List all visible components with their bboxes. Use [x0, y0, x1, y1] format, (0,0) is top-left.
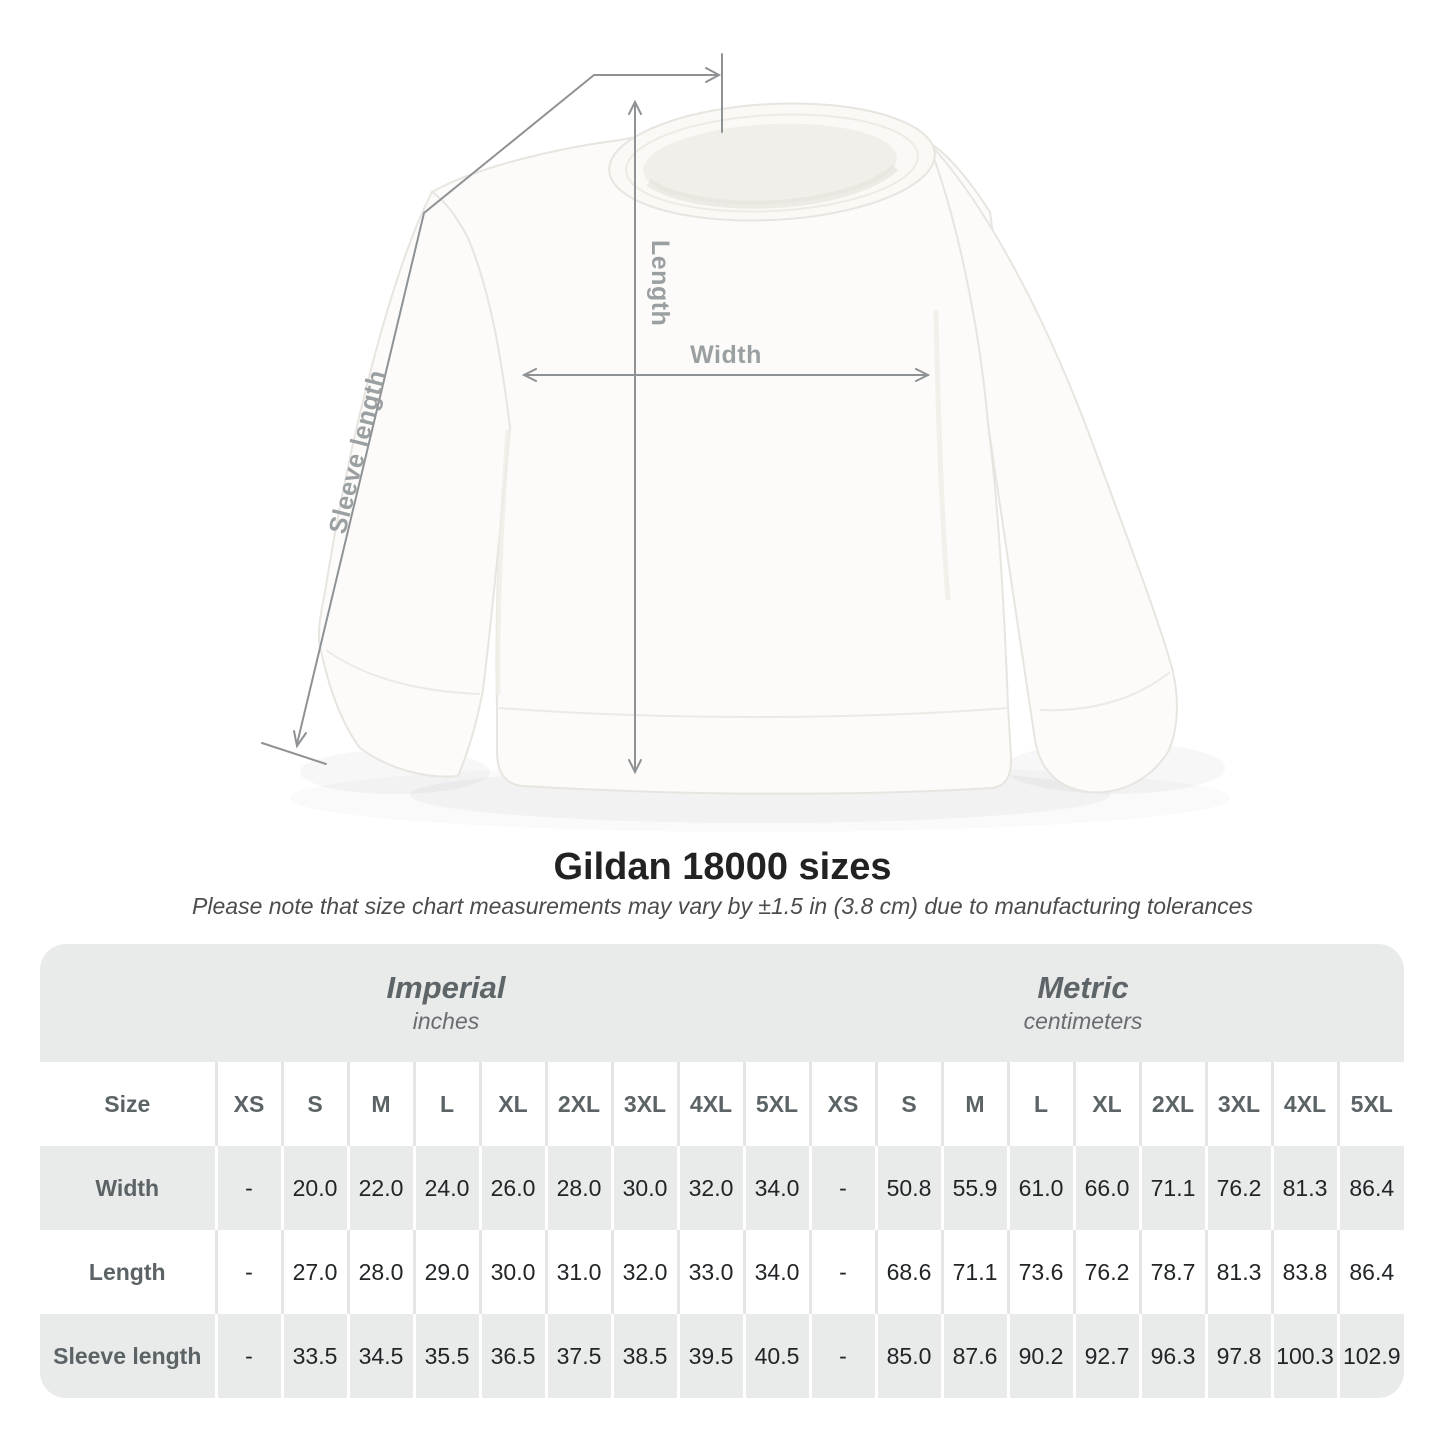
measurement-value: 100.3	[1272, 1314, 1338, 1398]
measurement-value: 36.5	[480, 1314, 546, 1398]
measurement-row-label: Sleeve length	[53, 1342, 202, 1369]
measurement-value: 32.0	[678, 1146, 744, 1230]
tolerance-note: Please note that size chart measurements may vary by ±1.5 in (3.8 cm) due to manufacturing tolerances	[192, 893, 1253, 919]
length-dimension-label: Length	[646, 240, 674, 327]
measurement-value: 33.5	[282, 1314, 348, 1398]
measurement-value: 68.6	[876, 1230, 942, 1314]
measurement-value: 81.3	[1206, 1230, 1272, 1314]
size-corner-header: Size	[104, 1090, 151, 1117]
sleeve-length-dimension-label: Sleeve length	[323, 367, 392, 537]
imperial-unit-label: inches	[412, 1008, 480, 1035]
size-column-header: 2XL	[546, 1062, 612, 1146]
measurement-value: 29.0	[414, 1230, 480, 1314]
measurement-value: 27.0	[282, 1230, 348, 1314]
measurement-value: 34.0	[744, 1146, 810, 1230]
measurement-value: 61.0	[1008, 1146, 1074, 1230]
measurement-value: 90.2	[1008, 1314, 1074, 1398]
size-column-header: S	[876, 1062, 942, 1146]
measurement-value: 87.6	[942, 1314, 1008, 1398]
measurement-value: 28.0	[348, 1230, 414, 1314]
measurement-value: 86.4	[1338, 1230, 1404, 1314]
metric-label: Metric	[1037, 969, 1129, 1005]
size-column-header: M	[348, 1062, 414, 1146]
cuff-tick	[262, 743, 326, 764]
size-column-header: M	[942, 1062, 1008, 1146]
measurement-value: 31.0	[546, 1230, 612, 1314]
measurement-value: 40.5	[744, 1314, 810, 1398]
measurement-value: 33.0	[678, 1230, 744, 1314]
page-title: Gildan 18000 sizes	[553, 846, 892, 888]
measurement-value: 30.0	[612, 1146, 678, 1230]
size-table	[40, 944, 1404, 1398]
measurement-value: 66.0	[1074, 1146, 1140, 1230]
measurement-value: 83.8	[1272, 1230, 1338, 1314]
measurement-value: 78.7	[1140, 1230, 1206, 1314]
sweatshirt-body	[319, 130, 1177, 794]
measurement-value: 50.8	[876, 1146, 942, 1230]
measurement-value: 22.0	[348, 1146, 414, 1230]
measurement-value: 92.7	[1074, 1314, 1140, 1398]
size-column-header: XL	[1074, 1062, 1140, 1146]
size-column-header: 3XL	[1206, 1062, 1272, 1146]
measurement-value: 24.0	[414, 1146, 480, 1230]
measurement-value: 97.8	[1206, 1314, 1272, 1398]
size-table-container	[40, 944, 1404, 1398]
measurement-value: 35.5	[414, 1314, 480, 1398]
size-column-header: S	[282, 1062, 348, 1146]
measurement-value: 38.5	[612, 1314, 678, 1398]
measurement-value: 96.3	[1140, 1314, 1206, 1398]
measurement-value: 55.9	[942, 1146, 1008, 1230]
measurement-value: 28.0	[546, 1146, 612, 1230]
size-column-header: 5XL	[744, 1062, 810, 1146]
metric-group-header	[810, 944, 1404, 1062]
measurement-value: -	[216, 1146, 282, 1230]
size-header-row	[40, 1062, 1404, 1146]
measurement-value: 20.0	[282, 1146, 348, 1230]
measurement-row	[40, 1314, 1404, 1398]
measurement-value: -	[216, 1230, 282, 1314]
width-dimension-label: Width	[690, 341, 762, 369]
size-column-header: L	[414, 1062, 480, 1146]
measurement-value: 71.1	[942, 1230, 1008, 1314]
measurement-value: 102.9	[1338, 1314, 1404, 1398]
size-column-header: 5XL	[1338, 1062, 1404, 1146]
measurement-value: 26.0	[480, 1146, 546, 1230]
measurement-value: 37.5	[546, 1314, 612, 1398]
size-column-header: XS	[810, 1062, 876, 1146]
measurement-value: 86.4	[1338, 1146, 1404, 1230]
size-column-header: 4XL	[1272, 1062, 1338, 1146]
measurement-value: -	[216, 1314, 282, 1398]
measurement-row-label: Width	[95, 1174, 160, 1201]
measurement-row	[40, 1146, 1404, 1230]
measurement-value: 34.0	[744, 1230, 810, 1314]
measurement-value: -	[810, 1314, 876, 1398]
measurement-value: 39.5	[678, 1314, 744, 1398]
measurement-value: 73.6	[1008, 1230, 1074, 1314]
unit-group-row	[40, 944, 1404, 1062]
measurement-value: 76.2	[1074, 1230, 1140, 1314]
measurement-value: 71.1	[1140, 1146, 1206, 1230]
size-column-header: 4XL	[678, 1062, 744, 1146]
measurement-value: 85.0	[876, 1314, 942, 1398]
measurement-row-label: Length	[88, 1258, 166, 1285]
size-column-header: 3XL	[612, 1062, 678, 1146]
measurement-value: -	[810, 1146, 876, 1230]
measurement-value: 81.3	[1272, 1146, 1338, 1230]
imperial-group-header	[40, 944, 810, 1062]
measurement-row	[40, 1230, 1404, 1314]
size-column-header: XL	[480, 1062, 546, 1146]
size-column-header: XS	[216, 1062, 282, 1146]
measurement-value: 76.2	[1206, 1146, 1272, 1230]
size-column-header: 2XL	[1140, 1062, 1206, 1146]
measurement-value: 30.0	[480, 1230, 546, 1314]
size-column-header: L	[1008, 1062, 1074, 1146]
measurement-value: 34.5	[348, 1314, 414, 1398]
measurement-value: 32.0	[612, 1230, 678, 1314]
metric-unit-label: centimeters	[1023, 1008, 1143, 1035]
imperial-label: Imperial	[386, 969, 506, 1005]
measurement-value: -	[810, 1230, 876, 1314]
